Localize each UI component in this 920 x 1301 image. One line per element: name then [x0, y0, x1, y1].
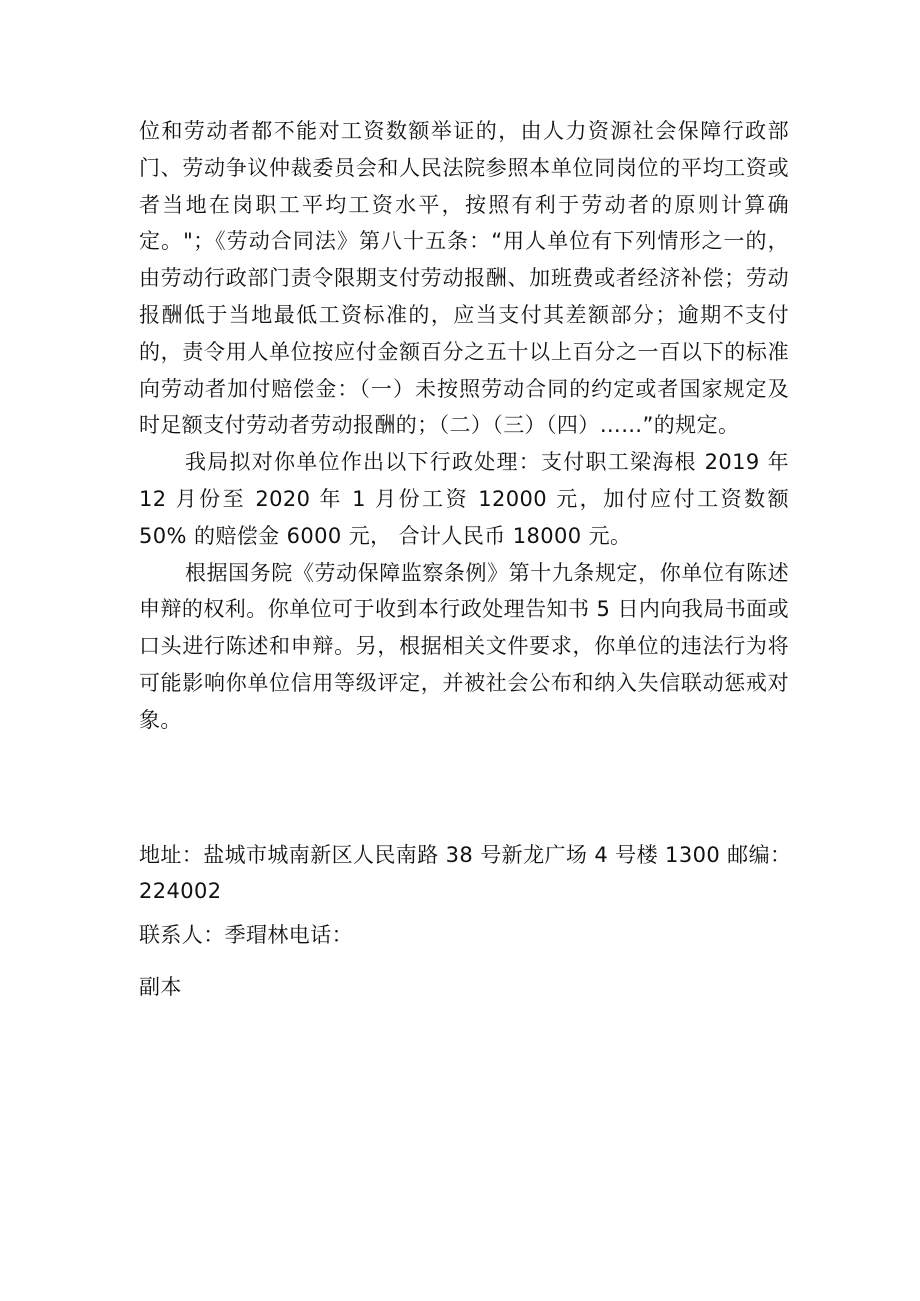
paragraph-legal-basis: 位和劳动者都不能对工资数额举证的，由人力资源社会保障行政部门、劳动争议仲裁委员会和人民法院参照本单位同岗位的平均工资或者当地在岗职工平均工资水平，按照有利于劳动者的原则计算确定。"；《劳动合同法》第八十五条：“用人单位有下列情形之一的，由劳动行政部门责令限期支付劳动报酬、加班费或者经济补偿；劳动报酬低于当地最低工资标准的，应当支付其差额部分；逾期不支付的，责令用人单位按应付金额百分之五十以上百分之一百以下的标准向劳动者加付赔偿金：（一）未按照劳动合同的约定或者国家规定及时足额支付劳动者劳动报酬的；（二）（三）（四）……”的规定。 — [139, 119, 789, 438]
document-body — [139, 113, 789, 739]
paragraph-handling-decision: 我局拟对你单位作出以下行政处理：支付职工梁海根 2019 年 12 月份至 2020 年 1 月份工资 12000 元，加付应付工资数额 50% 的赔偿金 6000 元， 合计人民币 18000 元。 — [139, 450, 789, 548]
address-line: 地址：盐城市城南新区人民南路 38 号新龙广场 4 号楼 1300 邮编：224002 — [139, 843, 792, 903]
paragraph-right-to-defend: 根据国务院《劳动保障监察条例》第十九条规定，你单位有陈述申辩的权利。你单位可于收到本行政处理告知书 5 日内向我局书面或口头进行陈述和申辩。另，根据相关文件要求，你单位的违法行为将可能影响你单位信用等级评定，并被社会公布和纳入失信联动惩戒对象。 — [139, 560, 789, 732]
copy-mark: 副本 — [139, 975, 182, 999]
contact-block — [139, 837, 819, 1005]
contact-person-line: 联系人：季瑁林电话： — [139, 923, 353, 947]
